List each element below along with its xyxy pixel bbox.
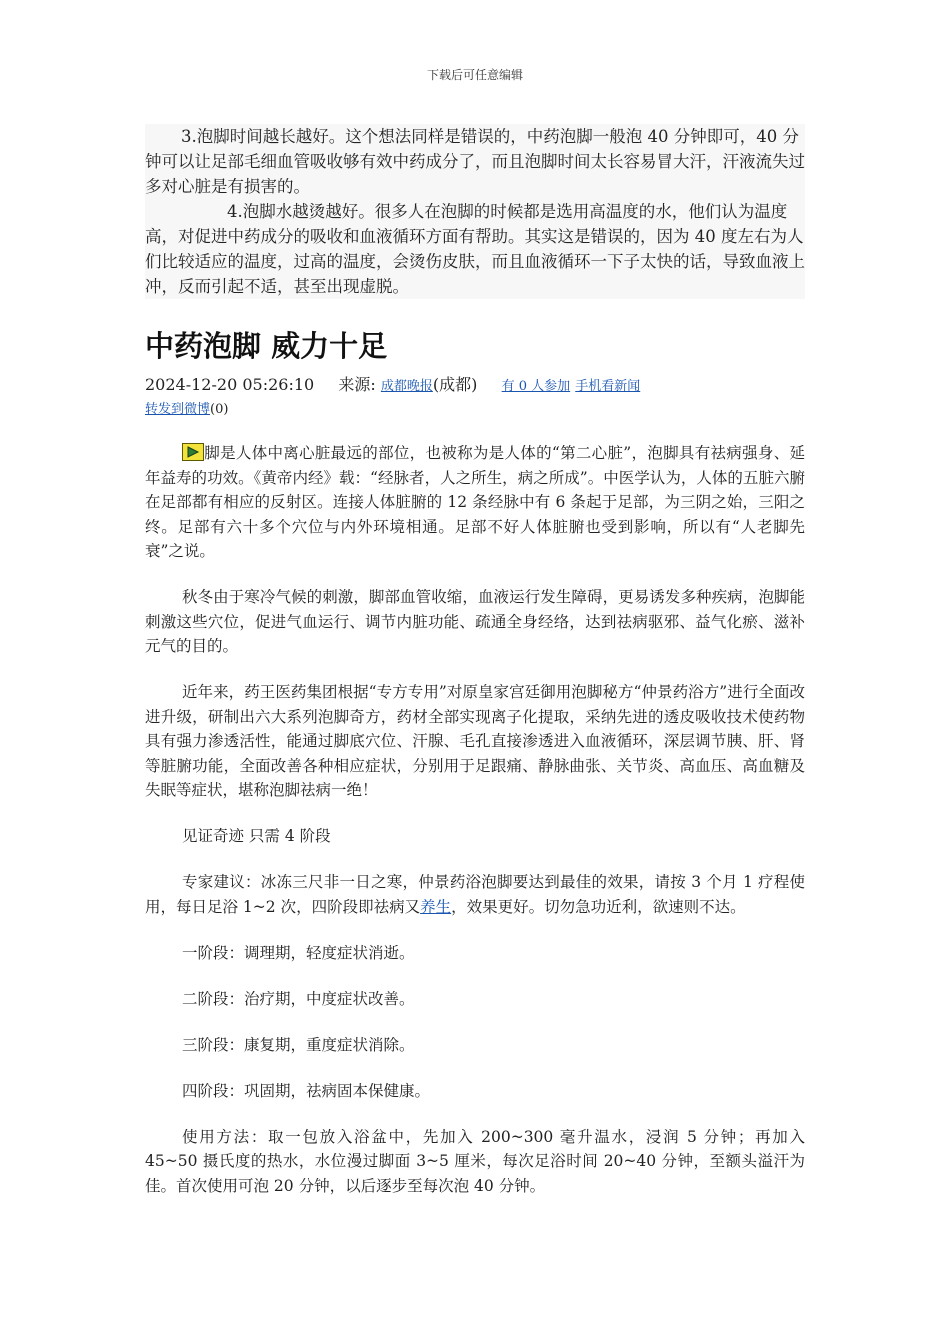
- tips-box: [145, 124, 805, 299]
- tip-3: 3.泡脚时间越长越好。这个想法同样是错误的，中药泡脚一般泡 40 分钟即可，40 分钟可以让足部毛细血管吸收够有效中药成分了，而且泡脚时间太长容易冒大汗，汗液流失过多对心脏是有损害的。: [145, 127, 805, 196]
- paragraph: 近年来，药王医药集团根据“专方专用”对原皇家宫廷御用泡脚秘方“仲景药浴方”进行全面改进升级，研制出六大系列泡脚奇方，药材全部实现离子化提取，采纳先进的透皮吸收技术使药物具有强力渗透活性，能通过脚底穴位、汗腺、毛孔直接渗透进入血液循环，深层调节胰、肝、肾等脏腑功能，全面改善各种相应症状，分别用于足跟痛、静脉曲张、关节炎、高血压、高血糖及失眠等症状，堪称泡脚祛病一绝！: [145, 683, 805, 799]
- stage-item: 四阶段：巩固期，祛病固本保健康。: [182, 1081, 431, 1100]
- health-link[interactable]: 养生: [420, 897, 452, 916]
- mobile-news-link[interactable]: 手机看新闻: [575, 379, 641, 394]
- article-title: 中药泡脚 威力十足: [145, 329, 388, 363]
- section-heading: 见证奇迹 只需 4 阶段: [182, 827, 331, 845]
- usage-paragraph: 使用方法：取一包放入浴盆中，先加入 200~300 毫升温水，浸润 5 分钟；再加入 45~50 摄氏度的热水，水位漫过脚面 3~5 厘米，每次足浴时间 20~40 分钟，至额头溢汗为佳。首次使用可泡 20 分钟，以后逐步至每次泡 40 分钟。: [145, 1127, 805, 1195]
- stage-item: 一阶段：调理期，轻度症状消逝。: [182, 943, 415, 962]
- stage-item: 二阶段：治疗期，中度症状改善。: [182, 989, 415, 1008]
- stage-item: 三阶段：康复期，重度症状消除。: [182, 1035, 415, 1054]
- participants-link[interactable]: 有 0 人参加: [501, 379, 571, 394]
- paragraph: 专家建议：冰冻三尺非一日之寒，仲景药浴泡脚要达到最佳的效果，请按 3 个月 1 疗程使用，每日足浴 1~2 次，四阶段即祛病又养生，效果更好。切勿急功近利，欲速则不达。: [145, 873, 805, 916]
- article-body: [145, 441, 805, 1220]
- paragraph: 秋冬由于寒冷气候的刺激，脚部血管收缩，血液运行发生障碍，更易诱发多种疾病，泡脚能刺激这些穴位，促进气血运行、调节内脏功能、疏通全身经络，达到祛病驱邪、益气化瘀、滋补元气的目的。: [145, 588, 805, 655]
- tip-4: 4.泡脚水越烫越好。很多人在泡脚的时候都是选用高温度的水，他们认为温度高，对促进中药成分的吸收和血液循环方面有帮助。其实这是错误的，因为 40 度左右为人们比较适应的温度，过高的温度，会烫伤皮肤，而且血液循环一下子太快的话，导致血液上冲，反而引起不适，甚至出现虚脱。: [145, 202, 805, 296]
- page-header: 下载后可任意编辑: [426, 68, 523, 82]
- source-link[interactable]: 成都晚报: [380, 379, 433, 394]
- source-label: 来源:: [338, 375, 376, 394]
- play-arrow-icon[interactable]: [182, 443, 204, 461]
- article-meta: [145, 374, 805, 398]
- source-city: (成都): [432, 375, 478, 394]
- paragraph-text: 脚是人体中离心脏最远的部位，也被称为是人体的“第二心脏”，泡脚具有祛病强身、延年益寿的功效。《黄帝内经》载：“经脉者，人之所生，病之所成”。中医学认为，人体的五脏六腑在足部都有相应的反射区。连接人体脏腑的 12 条经脉中有 6 条起于足部，为三阴之始，三阳之终。足部有六十多个穴位与内外环境相通。足部不好人体脏腑也受到影响，所以有“人老脚先衰”之说。: [145, 444, 805, 560]
- weibo-share-link[interactable]: 转发到微博: [145, 402, 211, 417]
- share-line: [145, 398, 228, 417]
- article-datetime: 2024-12-20 05:26:10: [145, 375, 315, 394]
- paragraph: [145, 441, 805, 564]
- weibo-count: (0): [210, 402, 229, 417]
